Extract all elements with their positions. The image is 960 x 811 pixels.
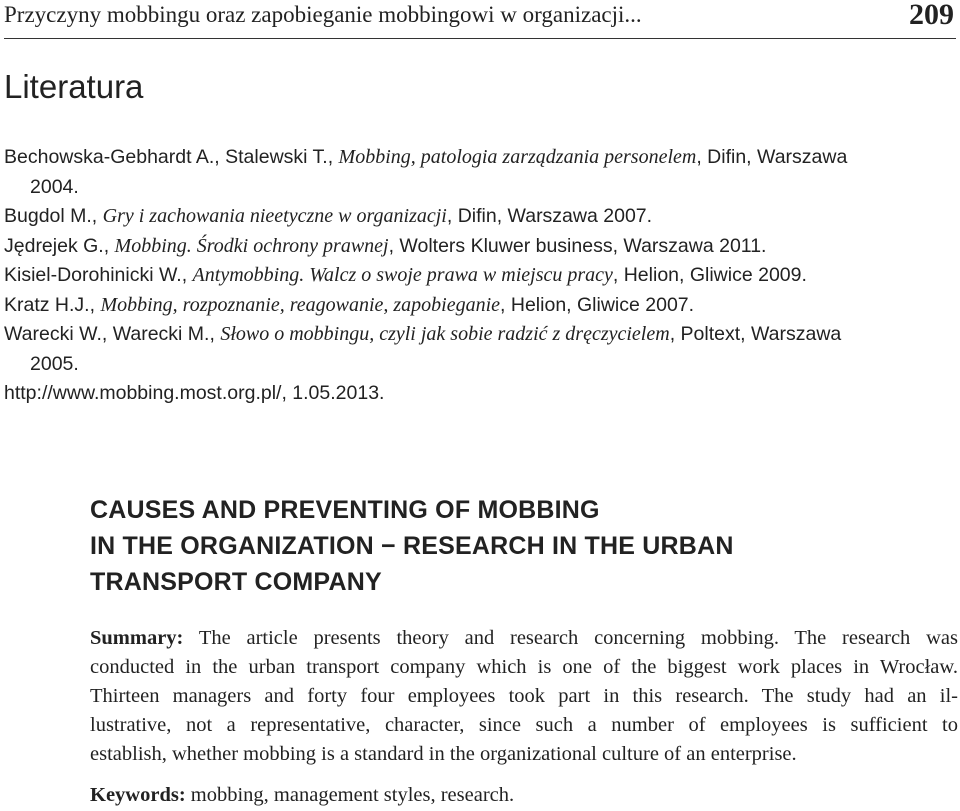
reference-item: Warecki W., Warecki M., Słowo o mobbingu, czyli jak sobie radzić z dręczycielem, Poltext, Warszawa 2005.: [4, 323, 842, 375]
summary-line: Thirteen managers and forty four employees took part in this research. The study had an il-: [90, 685, 958, 707]
summary-label: Summary:: [90, 627, 184, 649]
summary-paragraph: [90, 624, 958, 769]
reference-item: Bechowska-Gebhardt A., Stalewski T., Mobbing, patologia zarządzania personelem, Difin, Warszawa 2004.: [4, 146, 848, 198]
running-title: Przyczyny mobbingu oraz zapobieganie mobbingowi w organizacji...: [4, 2, 642, 27]
reference-item: Kratz H.J., Mobbing, rozpoznanie, reagowanie, zapobieganie, Helion, Gliwice 2007.: [4, 293, 695, 316]
reference-item: Jędrejek G., Mobbing. Środki ochrony prawnej, Wolters Kluwer business, Warszawa 2011.: [4, 234, 767, 257]
page-header: [4, 0, 956, 39]
page-number: 209: [909, 0, 954, 31]
title-line: TRANSPORT COMPANY: [90, 568, 382, 596]
summary-line: Summary: The article presents theory and research concerning mobbing. The research was: [90, 627, 958, 649]
summary-line: conducted in the urban transport company which is one of the biggest work places in Wrocław.: [90, 656, 958, 678]
reference-url: http://www.mobbing.most.org.pl/, 1.05.2013.: [4, 382, 385, 404]
literature-heading: Literatura: [4, 68, 144, 105]
reference-item: Kisiel-Dorohinicki W., Antymobbing. Walcz o swoje prawa w miejscu pracy, Helion, Gliwice 2009.: [4, 264, 807, 286]
reference-list: [4, 143, 956, 409]
english-title: [90, 492, 950, 600]
keywords-label: Keywords:: [90, 784, 186, 806]
title-line: CAUSES AND PREVENTING OF MOBBING: [90, 496, 600, 524]
summary-line: establish, whether mobbing is a standard in the organizational culture of an enterprise.: [90, 743, 797, 765]
summary-line: lustrative, not a representative, character, since such a number of employees is sufficient to: [90, 714, 958, 736]
reference-item: Bugdol M., Gry i zachowania nieetyczne w organizacji, Difin, Warszawa 2007.: [4, 205, 653, 227]
title-line: IN THE ORGANIZATION − RESEARCH IN THE URBAN: [90, 532, 734, 560]
keywords-line: Keywords: mobbing, management styles, research.: [90, 784, 515, 806]
